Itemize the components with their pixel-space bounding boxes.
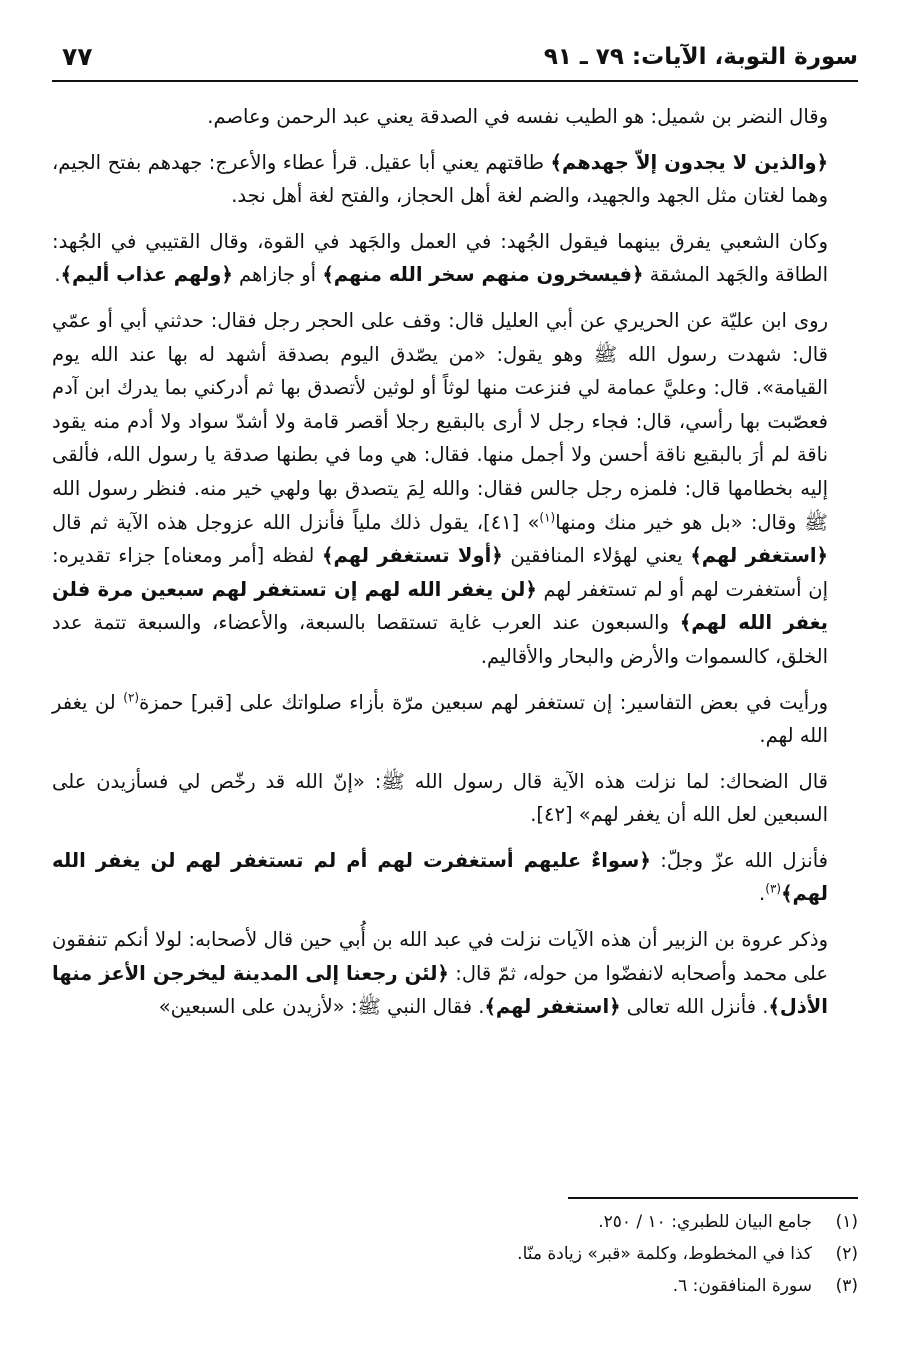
paragraph [52,765,858,832]
text-run: . [54,263,61,287]
paragraph [52,844,858,911]
text-run: » [٤١]، يقول ذلك ملياً فأنزل الله عزوجل هذه الآية ثم قال [52,510,540,534]
paragraph [52,923,858,1024]
quran-quote: ﴿لن يغفر الله لهم إن تستغفر لهم سبعين مرة فلن يغفر الله لهم﴾ [52,577,828,635]
footnote-number: (٣) [835,1276,858,1296]
quran-quote: ﴿لئن رجعنا إلى المدينة ليخرجن الأعز منها الأذل﴾ [52,961,828,1019]
text-run: . فأنزل الله تعالى [620,995,769,1019]
footnote-text: كذا في المخطوط، وكلمة «قبر» زيادة منّا. [517,1244,812,1264]
footnote-number: (١) [835,1212,858,1232]
paragraph [52,146,858,213]
footnote [52,1240,858,1268]
text-run: وقال النضر بن شميل: هو الطيب نفسه في الصدقة يعني عبد الرحمن وعاصم. [207,105,828,128]
footnote [52,1208,858,1236]
footnotes [52,1208,858,1304]
footnote-ref: (١) [539,510,556,525]
text-run: . [759,882,766,906]
main-text [52,100,858,1036]
text-run: وكان الشعبي يفرق بينهما فيقول الجُهد: في العمل والجَهد في القوة، وقال القتيبي في الجُهد: الطاقة والجَهد المشقة [52,229,828,287]
footnote-ref: (٣) [765,881,782,896]
paragraph [52,100,858,134]
footnote-text: جامع البيان للطبري: ١٠ / ٢٥٠. [598,1212,812,1232]
footnote-number: (٢) [835,1244,858,1264]
footnote [52,1272,858,1300]
quran-quote: ﴿سواءٌ عليهم أستغفرت لهم أم لم تستغفر لهم لن يغفر الله لهم﴾ [52,848,828,906]
text-run: قال الضحاك: لما نزلت هذه الآية قال رسول الله ﷺ: «إنّ الله قد رخّص لي فسأزيدن على السبعين لعل الله أن يغفر لهم» [٤٢]. [52,769,828,827]
paragraph [52,225,858,292]
text-run: . فقال النبي ﷺ: «لأزيدن على السبعين» [158,995,485,1019]
footnote-separator [568,1197,858,1199]
text-run: لفظه [أمر ومعناه] جزاء تقديره: إن أستغفرت لهم أو لم تستغفر لهم [52,544,828,601]
page-header [52,40,858,80]
text-run: طاقتهم يعني أبا عقيل. قرأ عطاء والأعرج: جهدهم بفتح الجيم، وهما لغتان مثل الجهد والجهيد، والضم لغة أهل الحجاز، والفتح لغة أهل نجد. [52,150,828,208]
header-rule [52,80,858,82]
quran-quote: ﴿استغفر لهم﴾ [484,995,621,1019]
quran-quote: ﴿أولا تستغفر لهم﴾ [322,544,503,568]
quran-quote: ﴿ولهم عذاب أليم﴾ [60,263,233,287]
running-title: سورة التوبة، الآيات: ٧٩ ـ ٩١ [543,44,858,70]
quran-quote: ﴿فيسخرون منهم سخر الله منهم﴾ [322,263,644,287]
text-run: يعني لهؤلاء المنافقين [502,544,691,568]
page-number: ٧٧ [62,42,93,71]
text-run: وذكر عروة بن الزبير أن هذه الآيات نزلت في عبد الله بن أُبي حين قال لأصحابه: لولا أنكم تنفقون على محمد وأصحابه لانفضّوا من حوله، ثمّ قال: [52,928,828,985]
footnote-ref: (٢) [123,690,140,704]
text-run: روى ابن عليّة عن الحريري عن أبي العليل قال: وقف على الحجر رجل فقال: حدثني أبي أو عمّي قال: شهدت رسول الله ﷺ وهو يقول: «من يصّدق اليوم بصدقة أشهد له بها عند الله يوم القيامة». قال: وعليَّ عمامة لي فنزعت منها لوثاً أو لوثين لأتصدق بها ثم أدركني بما يدرك ابن آدم فعصّبت بها رأسي، قال: فجاء رجل لا أرى بالبقيع رجلا أقصر قامة ولا أشدّ سواد ولا أدم منه يقود ناقة لم أرَ بالبقيع ناقة أحسن ولا أجمل منها. فقال: هي وما في بطنها صدقة يا رسول الله، فألقى إليه بخطامها قال: فلمزه رجل جالس فقال: والله لِمَ يتصدق بها ولهي خير منه. فنظر رسول الله ﷺ وقال: «بل هو خير منك ومنها [52,308,828,534]
text-run: فأنزل الله عزّ وجلّ: [650,848,828,872]
quran-quote: ﴿والذين لا يجدون إلاّ جهدهم﴾ [550,150,828,174]
text-run: والسبعون عند العرب غاية تستقصا بالسبعة، والأعضاء، والسبعة تتمة عدد الخلق، كالسموات والأرض والبحار والأقاليم. [52,611,828,668]
text-run: ورأيت في بعض التفاسير: إن تستغفر لهم سبعين مرّة بأزاء صلواتك على [قبر] حمزة [139,690,829,714]
paragraph [52,686,858,753]
text-run: لن يغفر الله لهم. [52,690,828,748]
quran-quote: ﴿استغفر لهم﴾ [690,544,828,568]
text-run: أو جازاهم [232,263,323,287]
paragraph [52,304,858,674]
footnote-text: سورة المنافقون: ٦. [672,1276,812,1296]
